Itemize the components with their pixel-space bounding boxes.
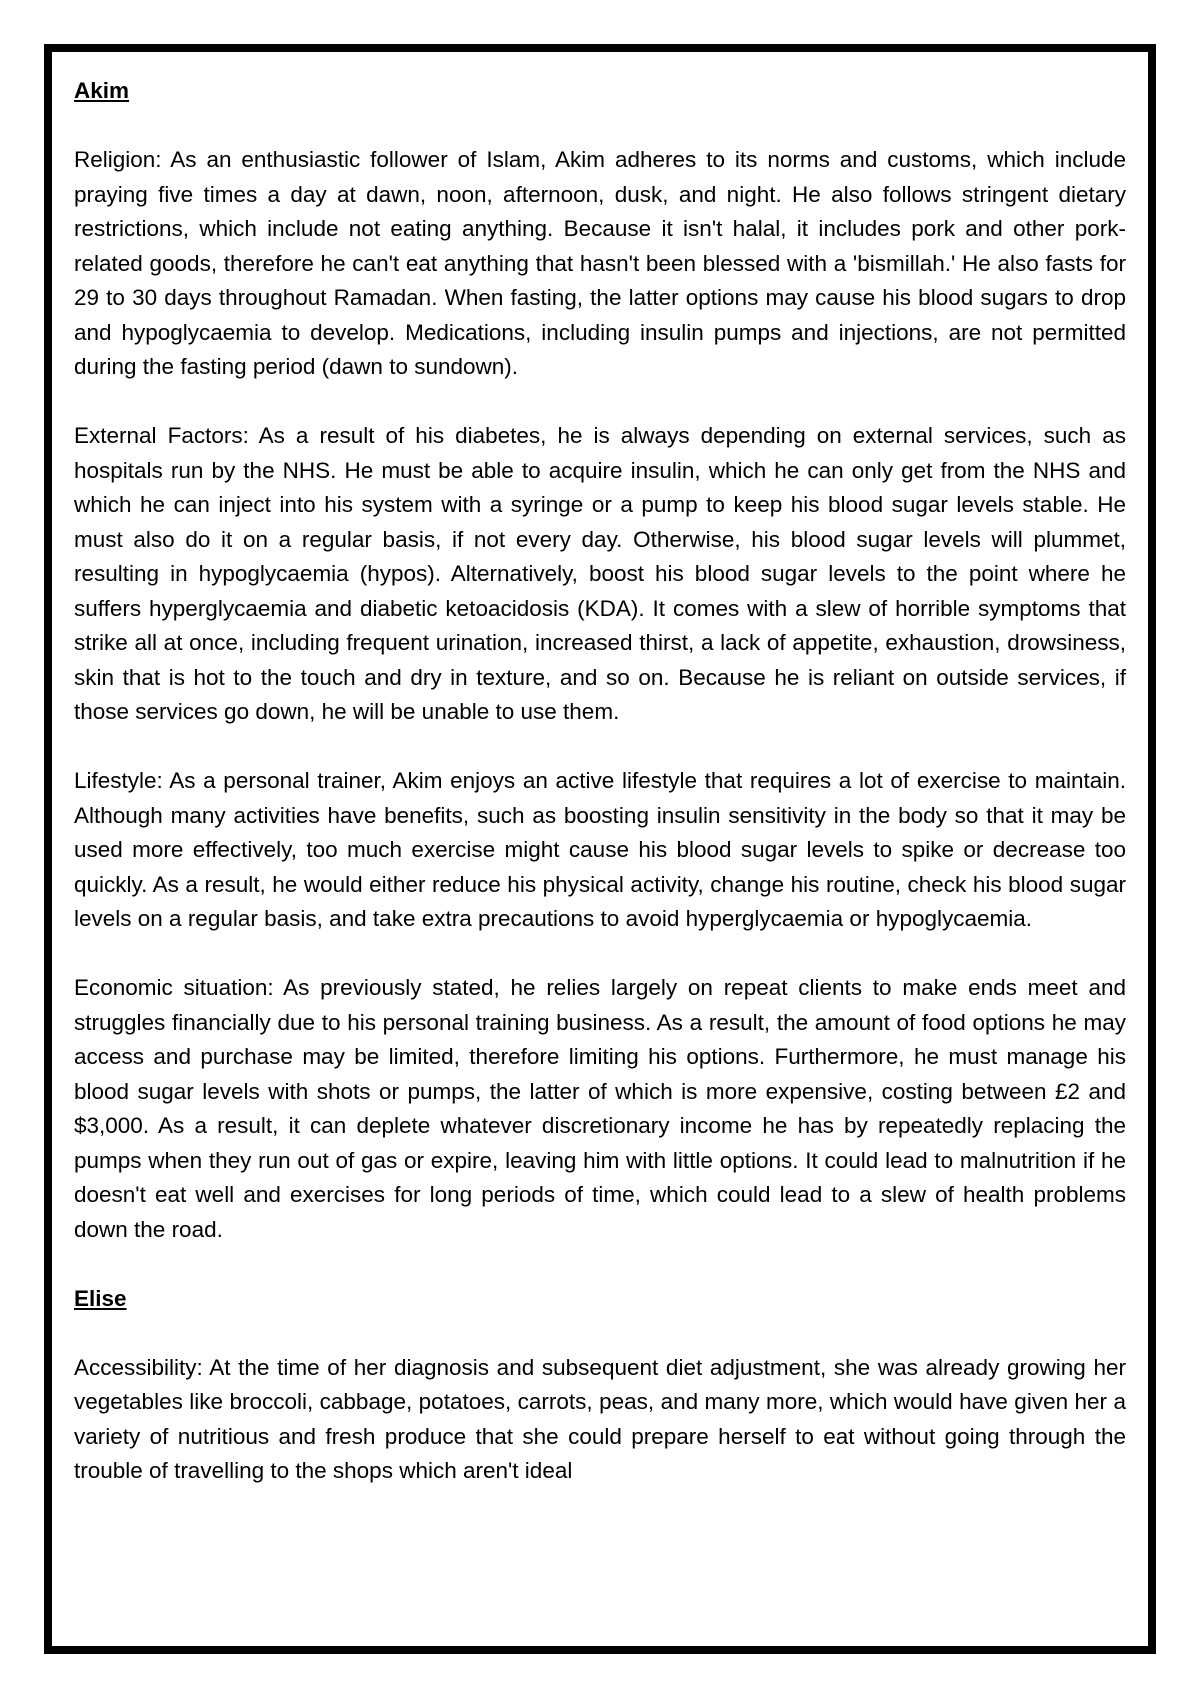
document-body <box>74 74 1126 1523</box>
paragraph-external-factors: External Factors: As a result of his diabetes, he is always depending on external services, such as hospitals run by the NHS. He must be able to acquire insulin, which he can only get from the NHS and which he can inject into his system with a syringe or a pump to keep his blood sugar levels stable. He must also do it on a regular basis, if not every day. Otherwise, his blood sugar levels will plummet, resulting in hypoglycaemia (hypos). Alternatively, boost his blood sugar levels to the point where he suffers hyperglycaemia and diabetic ketoacidosis (KDA). It comes with a slew of horrible symptoms that strike all at once, including frequent urination, increased thirst, a lack of appetite, exhaustion, drowsiness, skin that is hot to the touch and dry in texture, and so on. Because he is reliant on outside services, if those services go down, he will be unable to use them. <box>74 423 1126 724</box>
paragraph-religion: Religion: As an enthusiastic follower of Islam, Akim adheres to its norms and customs, which include praying five times a day at dawn, noon, afternoon, dusk, and night. He also follows stringent dietary restrictions, which include not eating anything. Because it isn't halal, it includes pork and other pork-related goods, therefore he can't eat anything that hasn't been blessed with a 'bismillah.' He also fasts for 29 to 30 days throughout Ramadan. When fasting, the latter options may cause his blood sugars to drop and hypoglycaemia to develop. Medications, including insulin pumps and injections, are not permitted during the fasting period (dawn to sundown). <box>74 147 1126 379</box>
section-heading-elise: Elise <box>74 1285 127 1311</box>
section-heading-akim: Akim <box>74 78 130 103</box>
page-border-frame <box>44 44 1156 1654</box>
paragraph-economic-situation: Economic situation: As previously stated, he relies largely on repeat clients to make ends meet and struggles financially due to his personal training business. As a result, the amount of food options he may access and purchase may be limited, therefore limiting his options. Furthermore, he must manage his blood sugar levels with shots or pumps, the latter of which is more expensive, costing between £2 and $3,000. As a result, it can deplete whatever discretionary income he has by repeatedly replacing the pumps when they run out of gas or expire, leaving him with little options. It could lead to malnutrition if he doesn't eat well and exercises for long periods of time, which could lead to a slew of health problems down the road. <box>74 975 1126 1242</box>
paragraph-lifestyle: Lifestyle: As a personal trainer, Akim enjoys an active lifestyle that requires a lot of exercise to maintain. Although many activities have benefits, such as boosting insulin sensitivity in the body so that it may be used more effectively, too much exercise might cause his blood sugar levels to spike or decrease too quickly. As a result, he would either reduce his physical activity, change his routine, check his blood sugar levels on a regular basis, and take extra precautions to avoid hyperglycaemia or hypoglycaemia. <box>74 768 1126 931</box>
paragraph-accessibility: Accessibility: At the time of her diagnosis and subsequent diet adjustment, she was already growing her vegetables like broccoli, cabbage, potatoes, carrots, peas, and many more, which would have given her a variety of nutritious and fresh produce that she could prepare herself to eat without going through the trouble of travelling to the shops which aren't ideal <box>74 1354 1126 1483</box>
